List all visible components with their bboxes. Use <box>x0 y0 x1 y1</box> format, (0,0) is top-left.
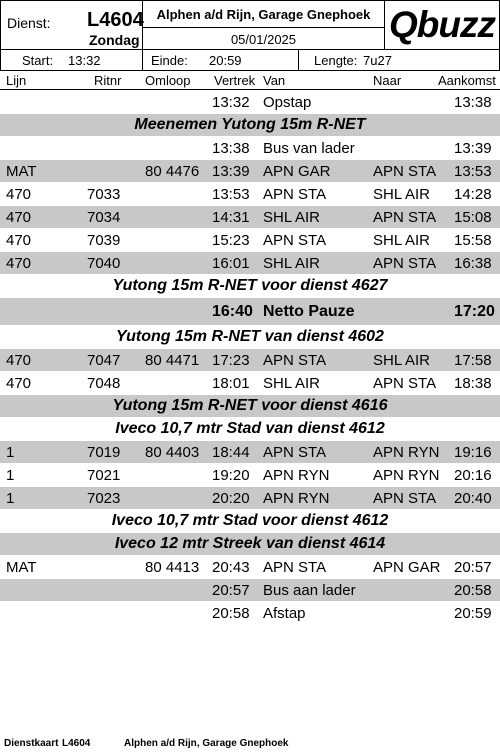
qbuzz-logo: Qbuzz <box>389 4 495 45</box>
section-heading: Meenemen Yutong 15m R-NET <box>0 114 500 136</box>
cell-naar: APN RYN <box>373 467 440 484</box>
footer-location: Alphen a/d Rijn, Garage Gnephoek <box>124 738 289 749</box>
cell-vertrek: 20:58 <box>212 605 250 622</box>
table-row <box>0 183 500 205</box>
cell-lijn: 470 <box>6 255 32 272</box>
cell-naar: SHL AIR <box>373 232 430 249</box>
cell-aankomst: 20:59 <box>454 605 492 622</box>
table-row <box>0 229 500 251</box>
cell-van: Bus van lader <box>263 140 355 157</box>
cell-aankomst: 15:58 <box>454 232 492 249</box>
cell-van: Afstap <box>263 605 306 622</box>
cell-ritnr: 7021 <box>87 467 121 484</box>
date: 05/01/2025 <box>230 32 297 47</box>
col-aankomst: Aankomst <box>438 73 496 88</box>
cell-omloop: 80 4471 <box>145 352 200 369</box>
col-lijn: Lijn <box>6 73 27 88</box>
header <box>0 0 500 50</box>
table-row <box>0 160 500 182</box>
cell-vertrek: 14:31 <box>212 209 250 226</box>
cell-naar: APN STA <box>373 163 437 180</box>
logo-box <box>384 0 500 50</box>
table-row <box>0 137 500 159</box>
cell-lijn: 470 <box>6 352 32 369</box>
cell-aankomst: 13:39 <box>454 140 492 157</box>
table-row <box>0 441 500 463</box>
cell-van: APN STA <box>263 232 327 249</box>
cell-vertrek: 20:57 <box>212 582 250 599</box>
pause-row <box>0 298 500 325</box>
cell-naar: APN STA <box>373 490 437 507</box>
cell-aankomst: 20:16 <box>454 467 492 484</box>
cell-van: SHL AIR <box>263 255 320 272</box>
col-omloop: Omloop <box>145 73 191 88</box>
lengte-value: 7u27 <box>363 53 392 68</box>
cell-vertrek: 20:20 <box>212 490 250 507</box>
einde-label: Einde: <box>151 53 188 68</box>
cell-van: Opstap <box>263 94 312 111</box>
divider <box>142 50 143 70</box>
cell-aankomst: 14:28 <box>454 186 492 203</box>
cell-lijn: 470 <box>6 186 32 203</box>
cell-van: APN STA <box>263 186 327 203</box>
cell-aankomst: 15:08 <box>454 209 492 226</box>
cell-aankomst: 19:16 <box>454 444 492 461</box>
cell-naar: APN STA <box>373 375 437 392</box>
lengte-label: Lengte: <box>314 53 358 68</box>
cell-aankomst: 20:58 <box>454 582 492 599</box>
table-row <box>0 556 500 578</box>
cell-ritnr: 7033 <box>87 186 121 203</box>
section-heading: Yutong 15m R-NET van dienst 4602 <box>116 328 384 345</box>
cell-vertrek: 13:53 <box>212 186 250 203</box>
location: Alphen a/d Rijn, Garage Gnephoek <box>156 7 371 22</box>
cell-vertrek: 18:01 <box>212 375 250 392</box>
cell-naar: APN STA <box>373 209 437 226</box>
section-heading: Iveco 10,7 mtr Stad voor dienst 4612 <box>111 512 389 529</box>
start-label: Start: <box>22 53 54 68</box>
cell-ritnr: 7047 <box>87 352 121 369</box>
section-heading: Yutong 15m R-NET voor dienst 4627 <box>112 277 388 294</box>
cell-vertrek: 19:20 <box>212 467 250 484</box>
table-row <box>0 579 500 601</box>
cell-van: APN RYN <box>263 467 330 484</box>
column-header <box>0 70 500 90</box>
cell-lijn: 470 <box>6 209 32 226</box>
footer-code: L4604 <box>62 738 91 749</box>
table-row <box>0 372 500 394</box>
cell-aankomst: 18:38 <box>454 375 492 392</box>
cell-naar: APN GAR <box>373 559 441 576</box>
cell-aankomst: 20:57 <box>454 559 492 576</box>
cell-vertrek: 17:23 <box>212 352 250 369</box>
section-heading: Iveco 12 mtr Streek van dienst 4614 <box>0 533 500 555</box>
location-box <box>142 0 385 28</box>
cell-van: Netto Pauze <box>263 303 355 320</box>
times-bar <box>0 49 500 71</box>
cell-van: Bus aan lader <box>263 582 356 599</box>
cell-ritnr: 7034 <box>87 209 121 226</box>
cell-ritnr: 7023 <box>87 490 121 507</box>
col-van: Van <box>263 73 286 88</box>
footer-label: Dienstkaart <box>4 738 59 749</box>
cell-vertrek: 15:23 <box>212 232 250 249</box>
cell-vertrek: 13:39 <box>212 163 250 180</box>
section-heading: Iveco 10,7 mtr Stad van dienst 4612 <box>115 420 385 437</box>
cell-aankomst: 17:58 <box>454 352 492 369</box>
section-heading: Yutong 15m R-NET voor dienst 4616 <box>0 395 500 417</box>
date-box <box>142 27 385 50</box>
cell-van: APN GAR <box>263 163 331 180</box>
cell-aankomst: 13:38 <box>454 94 492 111</box>
cell-aankomst: 16:38 <box>454 255 492 272</box>
cell-naar: APN STA <box>373 255 437 272</box>
cell-lijn: 1 <box>6 467 15 484</box>
table-row <box>0 206 500 228</box>
cell-vertrek: 18:44 <box>212 444 250 461</box>
cell-lijn: 470 <box>6 232 32 249</box>
cell-ritnr: 7048 <box>87 375 121 392</box>
start-time: 13:32 <box>68 53 101 68</box>
table-row <box>0 464 500 486</box>
table-row <box>0 602 500 624</box>
cell-omloop: 80 4413 <box>145 559 200 576</box>
table-row <box>0 91 500 113</box>
cell-omloop: 80 4476 <box>145 163 200 180</box>
dienst-label: Dienst: <box>7 15 51 31</box>
dienst-code: L4604 <box>87 9 144 31</box>
day: Zondag <box>89 32 140 48</box>
cell-lijn: MAT <box>6 559 37 576</box>
divider <box>298 50 299 70</box>
cell-naar: SHL AIR <box>373 186 430 203</box>
cell-van: APN STA <box>263 444 327 461</box>
cell-lijn: 470 <box>6 375 32 392</box>
cell-vertrek: 20:43 <box>212 559 250 576</box>
dienst-box <box>0 0 143 50</box>
cell-ritnr: 7039 <box>87 232 121 249</box>
table-row <box>0 487 500 509</box>
cell-aankomst: 17:20 <box>454 303 495 320</box>
table-row <box>0 349 500 371</box>
table-row <box>0 252 500 274</box>
cell-naar: SHL AIR <box>373 352 430 369</box>
cell-ritnr: 7019 <box>87 444 121 461</box>
cell-naar: APN RYN <box>373 444 440 461</box>
cell-van: SHL AIR <box>263 209 320 226</box>
cell-lijn: 1 <box>6 444 15 461</box>
cell-aankomst: 13:53 <box>454 163 492 180</box>
einde-time: 20:59 <box>209 53 242 68</box>
cell-vertrek: 13:32 <box>212 94 250 111</box>
col-ritnr: Ritnr <box>94 73 122 88</box>
cell-van: APN STA <box>263 352 327 369</box>
cell-van: APN RYN <box>263 490 330 507</box>
cell-ritnr: 7040 <box>87 255 121 272</box>
col-vertrek: Vertrek <box>214 73 256 88</box>
cell-vertrek: 16:40 <box>212 303 253 320</box>
cell-lijn: 1 <box>6 490 15 507</box>
cell-lijn: MAT <box>6 163 37 180</box>
col-naar: Naar <box>373 73 402 88</box>
cell-aankomst: 20:40 <box>454 490 492 507</box>
cell-omloop: 80 4403 <box>145 444 200 461</box>
cell-vertrek: 13:38 <box>212 140 250 157</box>
cell-van: SHL AIR <box>263 375 320 392</box>
cell-vertrek: 16:01 <box>212 255 250 272</box>
cell-van: APN STA <box>263 559 327 576</box>
